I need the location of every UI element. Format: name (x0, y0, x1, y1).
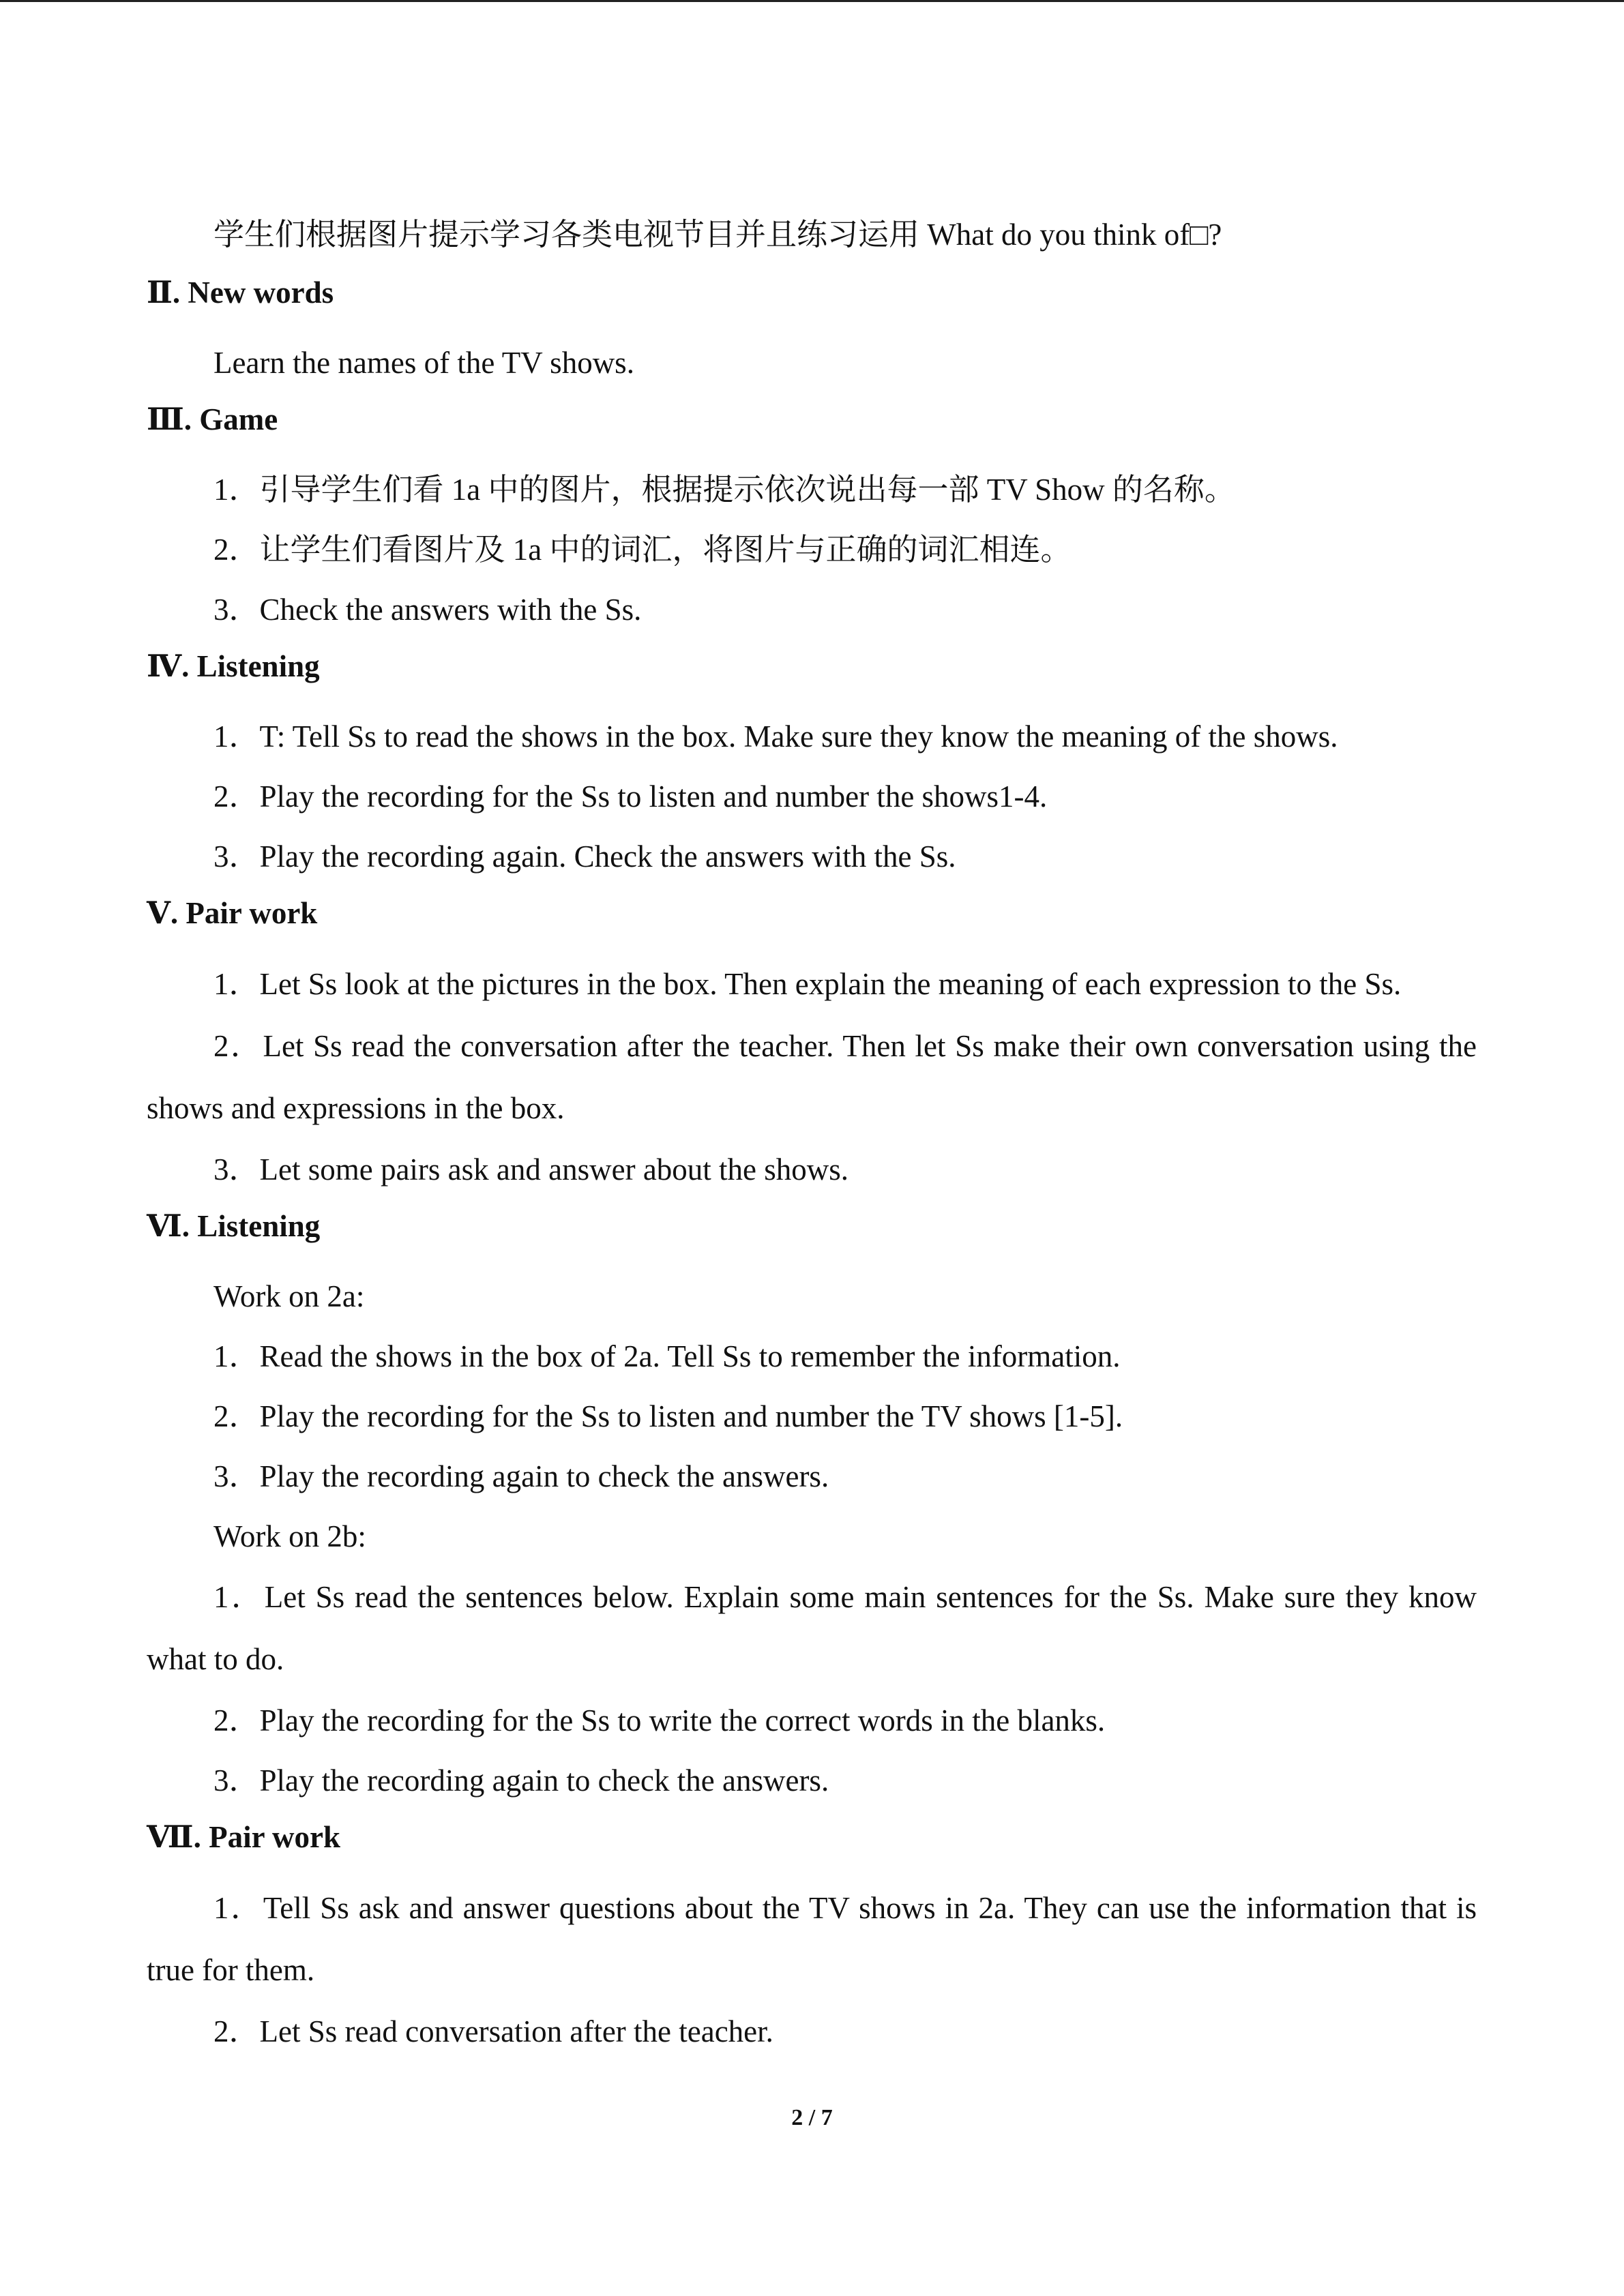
section-heading: Ⅳ. Listening (147, 649, 320, 683)
paragraph: 2．让学生们看图片及 1a 中的词汇，将图片与正确的词汇相连。 (213, 533, 1072, 567)
paragraph: 1．引导学生们看 1a 中的图片，根据提示依次说出每一部 TV Show 的名称。 (213, 473, 1235, 507)
paragraph: 1．Let Ss look at the pictures in the box. Then explain the meaning of each expression to the Ss. (213, 967, 1402, 1001)
paragraph: 1．Read the shows in the box of 2a. Tell Ss to remember the information. (213, 1339, 1121, 1373)
paragraph: Learn the names of the TV shows. (213, 346, 634, 380)
section-pair-work-1 (147, 885, 1477, 1199)
paragraph: 3．Play the recording again to check the answers. (213, 1763, 829, 1798)
section-listening-2 (147, 1198, 1477, 1810)
document-body (147, 205, 1477, 2061)
paragraph: 2．Play the recording for the Ss to write the correct words in the blanks. (213, 1703, 1106, 1738)
page-number: 2 / 7 (791, 2105, 833, 2130)
section-pair-work-2 (147, 1809, 1477, 2061)
paragraph: 2．Let Ss read the conversation after the teacher. Then let Ss make their own conversation using the shows and expressions in the box. (147, 1029, 1477, 1125)
paragraph: 1．Tell Ss ask and answer questions about the TV shows in 2a. They can use the information that is true for them. (147, 1891, 1477, 1987)
paragraph: 2．Let Ss read conversation after the teacher. (213, 2014, 773, 2048)
paragraph: 2．Play the recording for the Ss to listen and number the TV shows [1-5]. (213, 1399, 1123, 1433)
paragraph: 2．Play the recording for the Ss to listen and number the shows1-4. (213, 779, 1048, 814)
paragraph: Work on 2a: (213, 1279, 365, 1313)
top-border (0, 0, 1624, 2)
paragraph: 1．Let Ss read the sentences below. Explain some main sentences for the Ss. Make sure they know what to do. (147, 1580, 1477, 1676)
section-heading: Ⅶ. Pair work (147, 1820, 341, 1854)
intro-paragraph: 学生们根据图片提示学习各类电视节目并且练习运用 What do you think of□? (213, 218, 1222, 252)
paragraph: 3．Check the answers with the Ss. (213, 593, 642, 627)
paragraph: 3．Let some pairs ask and answer about the shows. (213, 1152, 849, 1187)
section-game (147, 391, 1477, 640)
section-heading: Ⅴ. Pair work (147, 896, 318, 930)
section-heading: Ⅵ. Listening (147, 1209, 321, 1243)
paragraph: 1．T: Tell Ss to read the shows in the box. Make sure they know the meaning of the shows. (213, 719, 1338, 754)
paragraph: 3．Play the recording again. Check the answers with the Ss. (213, 839, 956, 874)
section-heading: Ⅲ. Game (147, 402, 278, 436)
paragraph: Work on 2b: (213, 1519, 366, 1553)
section-heading: Ⅱ. New words (147, 275, 334, 310)
section-listening-1 (147, 638, 1477, 886)
paragraph: 3．Play the recording again to check the answers. (213, 1459, 829, 1493)
section-new-words (147, 265, 1477, 393)
